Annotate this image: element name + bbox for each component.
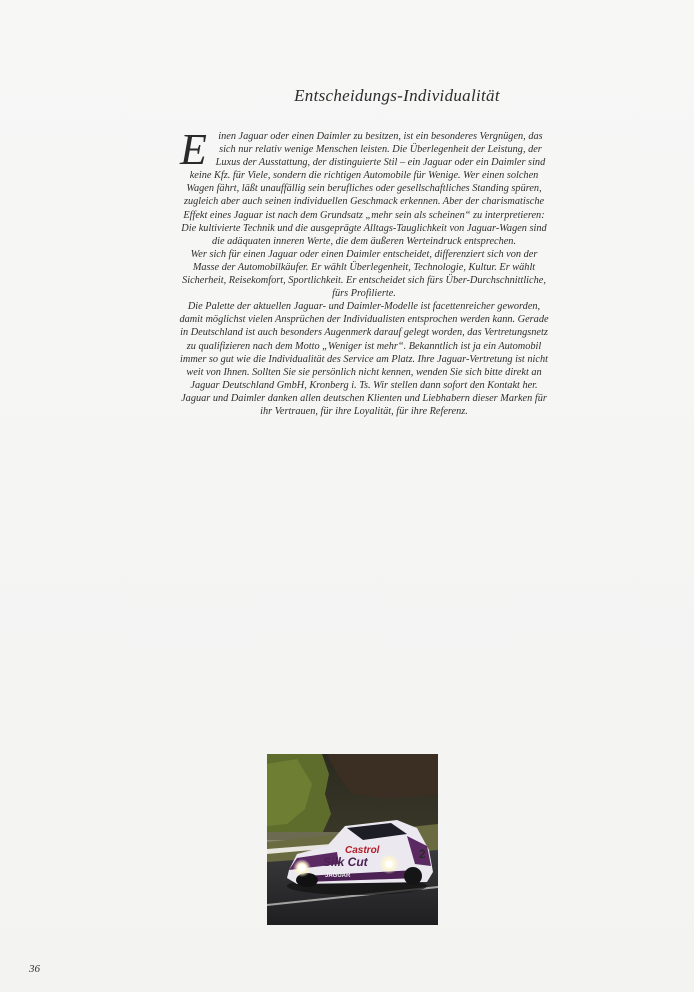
race-number: 2: [419, 847, 426, 861]
article-paragraph: Die Palette der aktuellen Jaguar- und Daimler-Modelle ist facettenreicher geworden, damit möglichst vielen Ansprüchen der Individualisten entsprochen werden kann. Gerade in Deutschland ist auch besonders Augenmerk darauf gelegt worden, das Vertretungsnetz zu qualifizieren nach dem Motto „Weniger ist mehr“. Bekanntlich ist ja ein Automobil immer so gut wie die Individualität des Service am Platz. Ihre Jaguar-Vertretung ist nicht weit von Ihnen. Sollten Sie sie persönlich nicht kennen, wenden Sie sich bitte direkt an Jaguar Deutschland GmbH, Kronberg i. Ts. Wir stellen dann sofort den Kontakt her.: [179, 301, 549, 391]
livery-silkcut: Silk Cut: [323, 855, 368, 869]
article-body: [178, 125, 550, 418]
livery-castrol: Castrol: [345, 845, 380, 856]
race-car-photo: [267, 754, 438, 925]
article-paragraph: Wer sich für einen Jaguar oder einen Daimler entscheidet, differenziert sich von der Masse der Automobilkäufer. Er wählt Überlegenheit, Technologie, Kultur. Er wählt Sicherheit, Reisekomfort, Sportlichkeit. Er entscheidet sich fürs Über-Durchschnittliche, fürs Profilierte.: [182, 248, 546, 300]
article-paragraph: E inen Jaguar oder einen Daimler zu besitzen, ist ein besonderes Vergnügen, das sich nur relativ wenige Menschen leisten. Die Überlegenheit der Leistung, der Luxus der Ausstattung, der distinguierte Stil – ein Jaguar oder ein Daimler sind keine Kfz. für Viele, sondern die richtigen Automobile für Wenige. Wer einen solchen Wagen fährt, läßt unauffällig sein berufliches oder gesellschaftliches Standing spüren, zugleich aber auch seinen individuellen Geschmack erkennen. Aber der charismatische Effekt eines Jaguar ist nach dem Grundsatz „mehr sein als scheinen“ zu interpretieren: Die kultivierte Technik und die ausgeprägte Alltags-Tauglichkeit von Jaguar-Wagen sind die adäquaten inneren Werte, die dem äußeren Werteindruck entsprechen.: [180, 125, 547, 247]
drop-cap: E: [180, 125, 207, 174]
page-title: Entscheidungs-Individualität: [294, 86, 500, 105]
livery-jaguar: JAGUAR: [325, 873, 351, 879]
article-paragraph: Jaguar und Daimler danken allen deutschen Klienten und Liebhabern dieser Marken für ihr Vertrauen, für ihre Loyalität, für ihre Referenz.: [181, 392, 547, 417]
page-number: 36: [29, 963, 40, 975]
